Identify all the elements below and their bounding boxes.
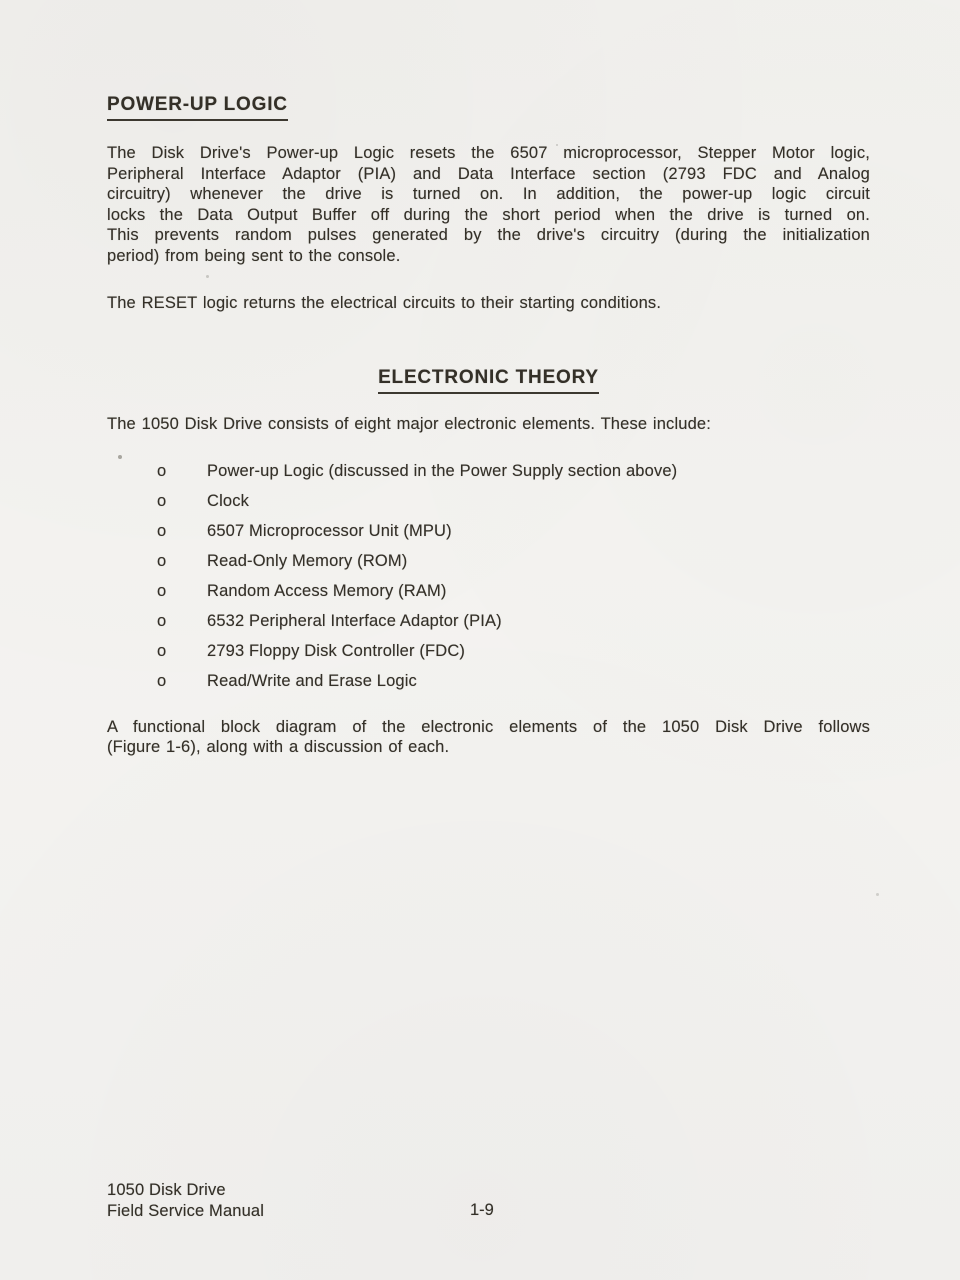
closing-paragraph [107,717,870,758]
scan-speck [876,893,879,896]
list-item-label: 6532 Peripheral Interface Adaptor (PIA) [207,611,502,630]
electronic-theory-intro [107,414,870,435]
power-up-logic-heading: POWER-UP LOGIC [107,94,288,121]
list-bullet: o [157,641,167,660]
power-up-paragraph [107,143,870,267]
paragraph-line: locks the Data Output Buffer off during the short period when the drive is turned on. [107,205,870,224]
scan-speck [206,275,209,278]
paragraph-line: The Disk Drive's Power-up Logic resets the 6507 microprocessor, Stepper Motor logic, [107,144,870,162]
list-item-label: Clock [207,491,250,510]
list-bullet: o [157,521,167,540]
paragraph-line: Peripheral Interface Adaptor (PIA) and Data Interface section (2793 FDC and Analog [107,164,870,183]
electronic-theory-heading: ELECTRONIC THEORY [378,367,599,394]
footer-title-line: Field Service Manual [107,1201,265,1220]
scan-speck [118,455,122,459]
list-item [107,576,870,606]
list-item-label: Random Access Memory (RAM) [207,581,447,600]
list-item [107,636,870,666]
footer-page-number: 1-9 [470,1201,494,1219]
list-item-label: Read-Only Memory (ROM) [207,551,408,570]
list-bullet: o [157,491,167,510]
footer-doc-title [107,1180,264,1221]
footer-title-line: 1050 Disk Drive [107,1181,226,1199]
reset-paragraph [107,293,870,314]
list-item [107,516,870,546]
list-item-label: 2793 Floppy Disk Controller (FDC) [207,641,466,660]
element-list [107,456,870,696]
list-item-label: Read/Write and Erase Logic [207,671,417,690]
list-bullet: o [157,551,167,570]
list-bullet: o [157,611,167,630]
electronic-theory-heading-row [107,367,870,394]
paragraph-line: This prevents random pulses generated by the drive's circuitry (during the initialization [107,226,870,245]
scan-speck [556,144,558,146]
list-bullet: o [157,581,167,600]
paragraph-line: circuitry) whenever the drive is turned on. In addition, the power-up logic circuit [107,185,870,204]
list-item [107,606,870,636]
list-item [107,666,870,696]
list-bullet: o [157,461,167,480]
paragraph-line: The 1050 Disk Drive consists of eight major electronic elements. These include: [107,415,711,434]
list-item [107,456,870,486]
list-item [107,486,870,516]
list-item [107,546,870,576]
paragraph-line: A functional block diagram of the electronic elements of the 1050 Disk Drive follows [107,717,870,736]
paragraph-line: period) from being sent to the console. [107,246,401,265]
list-item-label: 6507 Microprocessor Unit (MPU) [207,521,452,540]
paragraph-line: The RESET logic returns the electrical circuits to their starting conditions. [107,293,662,312]
paragraph-line: (Figure 1-6), along with a discussion of each. [107,738,450,757]
list-bullet: o [157,671,167,690]
list-item-label: Power-up Logic (discussed in the Power Supply section above) [207,461,678,480]
